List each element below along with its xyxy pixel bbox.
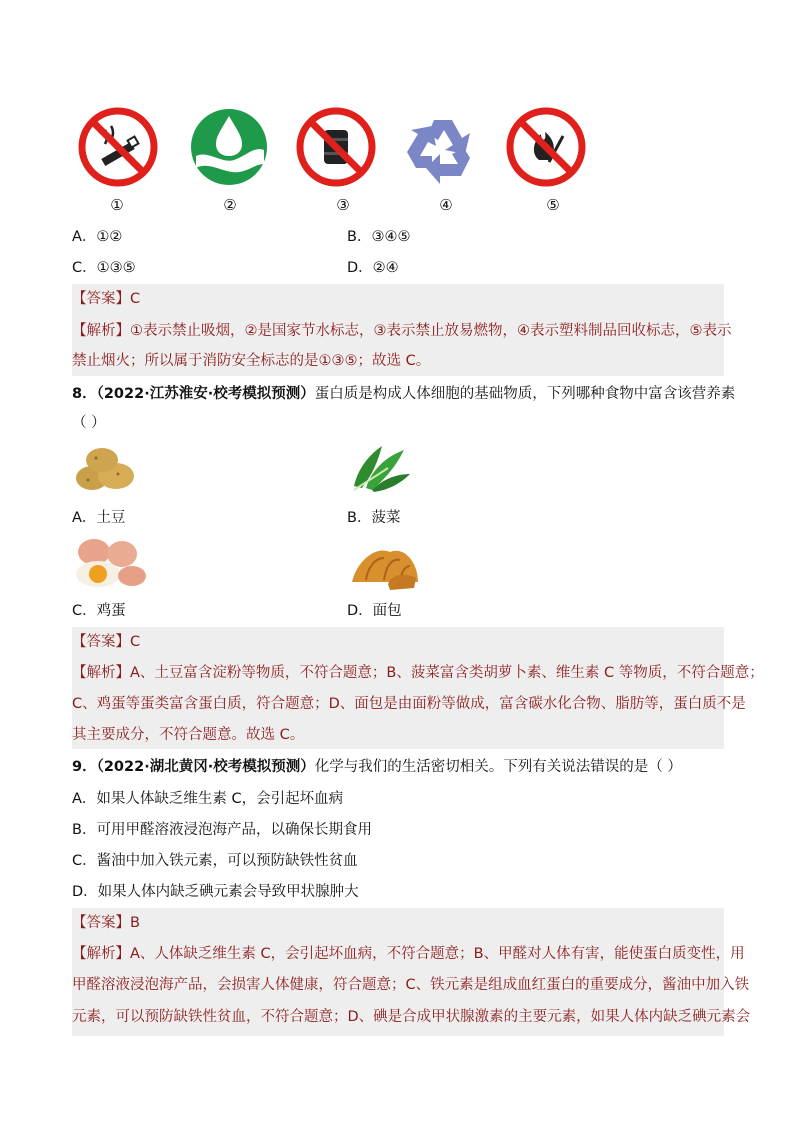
potato-image	[72, 440, 138, 496]
recycle-icon	[402, 106, 484, 188]
q8-answer: 【答案】C	[72, 634, 141, 650]
sign-label-4: ④	[439, 196, 453, 214]
q8-option-c: C．鸡蛋	[72, 603, 126, 619]
q8-option-d: D．面包	[347, 603, 402, 619]
q9-option-c: C．酱油中加入铁元素，可以预防缺铁性贫血	[72, 853, 358, 869]
q8-answer-box	[72, 627, 764, 749]
q8-analysis-line-1: 【解析】A、土豆富含淀粉等物质，不符合题意；B、菠菜富含类胡萝卜素、维生素 C 等物质，不符合题意；	[72, 665, 764, 681]
no-open-flame-icon	[505, 106, 587, 188]
q8-option-b: B．菠菜	[347, 510, 401, 526]
q7-answer: 【答案】C	[72, 291, 141, 307]
q9-answer-box	[72, 908, 751, 1036]
q8-analysis-line-2: C、鸡蛋等蛋类富含蛋白质，符合题意；D、面包是由面粉等做成，富含碳水化合物、脂肪等，蛋白质不是	[72, 696, 746, 712]
q8-options-row-1	[72, 507, 724, 529]
q9-answer: 【答案】B	[72, 915, 140, 931]
q9-analysis-line-1: 【解析】A、人体缺乏维生素 C，会引起坏血病，不符合题意；B、甲醛对人体有害，能使蛋白质变性，用	[72, 946, 745, 962]
no-smoking-icon	[77, 106, 159, 188]
q9-stem	[72, 756, 724, 778]
q7-options-row-1	[72, 226, 724, 248]
q7-option-b: B．③④⑤	[347, 229, 411, 245]
q8-number: 8．	[72, 386, 97, 402]
sign-label-1: ①	[110, 196, 124, 214]
q9-number: 9．	[72, 759, 97, 775]
q7-options-row-2	[72, 257, 724, 279]
q8-analysis-line-3: 其主要成分，不符合题意。故选 C。	[72, 727, 305, 743]
no-flammables-icon	[295, 106, 377, 188]
q9-option-a: A．如果人体缺乏维生素 C，会引起坏血病	[72, 791, 344, 807]
q8-stem	[72, 383, 736, 405]
q9-analysis-line-3: 元素，可以预防缺铁性贫血，不符合题意；D、碘是合成甲状腺激素的主要元素，如果人体内缺乏碘元素会	[72, 1009, 751, 1025]
q7-option-d: D．②④	[347, 260, 399, 276]
q7-sign-row	[72, 106, 724, 188]
water-saving-icon	[188, 106, 270, 188]
spinach-image	[348, 438, 414, 494]
q8-question: 蛋白质是构成人体细胞的基础物质，下列哪种食物中富含该营养素	[314, 386, 736, 402]
q7-sign-labels	[72, 196, 724, 218]
q7-analysis-line-2: 禁止烟火；所以属于消防安全标志的是①③⑤；故选 C。	[72, 353, 431, 369]
sign-label-3: ③	[336, 196, 350, 214]
sign-label-2: ②	[223, 196, 237, 214]
q9-question: 化学与我们的生活密切相关。下列有关说法错误的是（ ）	[314, 759, 682, 775]
q8-option-a: A．土豆	[72, 510, 126, 526]
sign-label-5: ⑤	[546, 196, 560, 214]
q9-option-d: D．如果人体内缺乏碘元素会导致甲状腺肿大	[72, 884, 359, 900]
q9-option-b: B．可用甲醛溶液浸泡海产品，以确保长期食用	[72, 822, 372, 838]
q9-analysis-line-2: 甲醛溶液浸泡海产品，会损害人体健康，符合题意；C、铁元素是组成血红蛋白的重要成分，酱油中加入铁	[72, 977, 750, 993]
eggs-image	[72, 534, 150, 590]
q8-paren: （ ）	[72, 415, 106, 431]
q7-analysis-line-1: 【解析】①表示禁止吸烟，②是国家节水标志，③表示禁止放易燃物，④表示塑料制品回收标志，⑤表示	[72, 323, 732, 339]
q8-options-row-2	[72, 600, 724, 622]
q8-source: （2022·江苏淮安·校考模拟预测）	[96, 386, 315, 402]
bread-image	[348, 538, 422, 594]
q7-answer-box	[72, 284, 732, 376]
q9-source: （2022·湖北黄冈·校考模拟预测）	[96, 759, 315, 775]
q7-option-a: A．①②	[72, 229, 123, 245]
q7-option-c: C．①③⑤	[72, 260, 136, 276]
